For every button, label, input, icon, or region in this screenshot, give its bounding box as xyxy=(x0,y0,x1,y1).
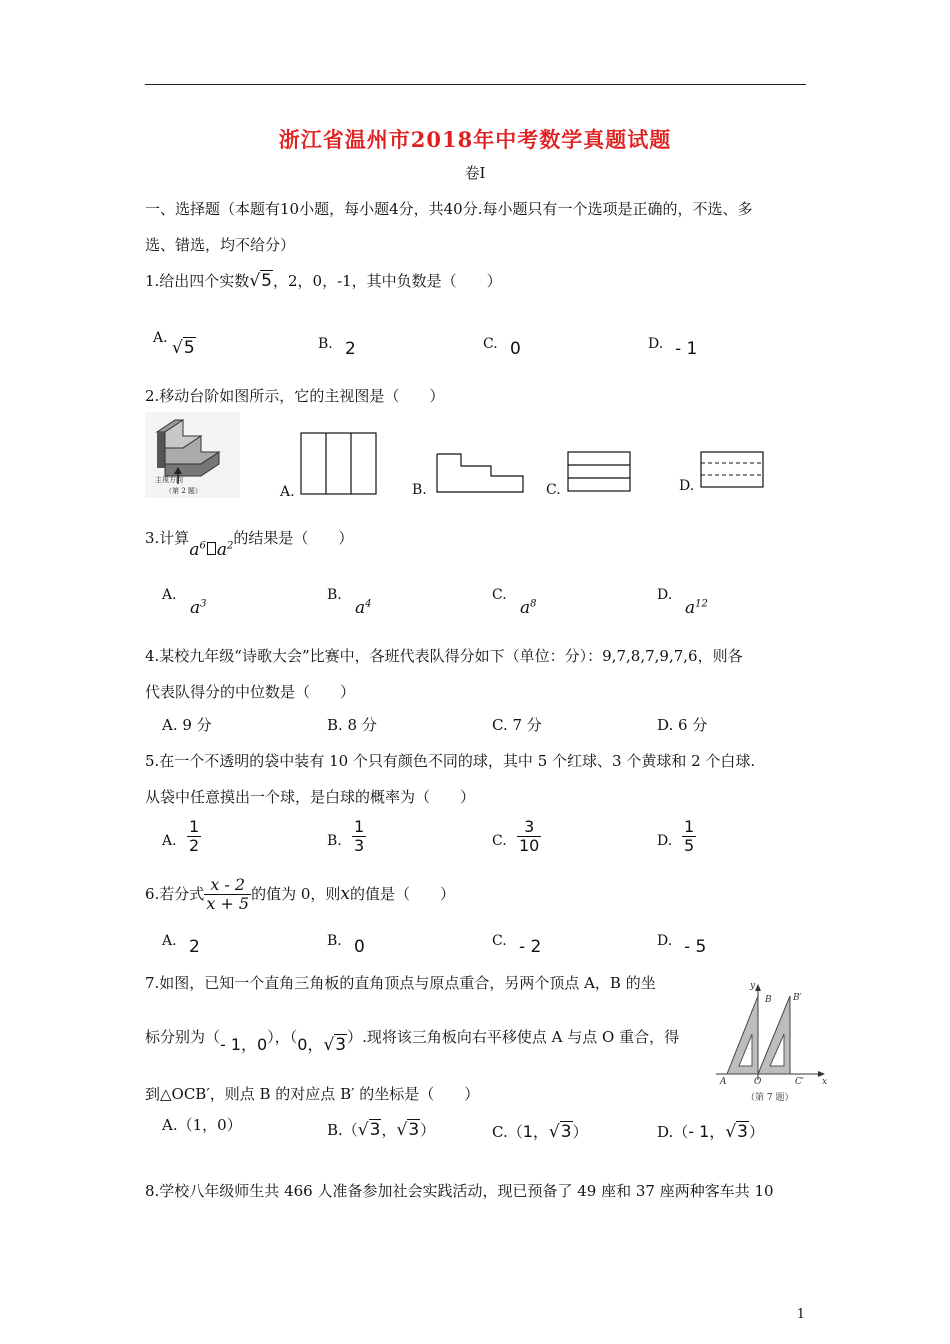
q5-option-a: $\frac{1}{2}$ xyxy=(189,817,200,856)
q7-label-x: x xyxy=(822,1077,828,1087)
q2-option-d-figure xyxy=(700,432,765,490)
q2-option-d-label: D. xyxy=(679,478,695,494)
q3-option-a-label: A. xyxy=(162,587,177,603)
question-5-line2: 从袋中任意摸出一个球，是白球的概率为（ ） xyxy=(145,788,476,806)
section-heading-line2: 选、错选，均不给分） xyxy=(145,236,296,254)
question-1 xyxy=(145,270,502,291)
q1-option-d-label: D. xyxy=(648,336,664,352)
q2-caption-number: （第 2 题） xyxy=(165,487,202,495)
q1-prefix: 1.给出四个实数 xyxy=(145,272,250,290)
q2-step-front-left xyxy=(157,432,165,468)
q2-option-c-label: C. xyxy=(546,482,561,498)
q6-option-a-label: A. xyxy=(162,933,177,949)
q7-label-a: A xyxy=(720,1077,727,1087)
q7-label-b-prime: B′ xyxy=(793,993,802,1003)
question-6 xyxy=(145,876,455,914)
q1-rest: ，2，0，-1，其中负数是（ ） xyxy=(272,272,502,290)
q3-option-b-label: B. xyxy=(327,587,342,603)
q2-option-c-figure xyxy=(567,451,632,493)
question-4-line2: 代表队得分的中位数是（ ） xyxy=(145,683,356,701)
page-number: 1 xyxy=(796,1307,805,1322)
q7-figure-triangles xyxy=(710,976,828,1108)
question-3: 3.计算$a^6$ $a^2$的结果是（ ） xyxy=(145,529,354,560)
question-5-line1: 5.在一个不透明的袋中装有 10 个只有颜色不同的球，其中 5 个红球、3 个黄球和 2 个白球. xyxy=(145,752,756,770)
q1-option-d: - 1 xyxy=(675,339,698,359)
q6-suffix: 的值是（ ） xyxy=(350,884,456,903)
question-7-line2: 标分别为（- 1，0），（0，√3）.现将该三角板向右平移使点 A 与点 O 重合，得 xyxy=(145,1028,680,1055)
q1-option-c-label: C. xyxy=(483,336,498,352)
q1-option-a-label: A. xyxy=(153,330,168,346)
q7-label-y: y xyxy=(750,981,756,991)
q6-numerator: x - 2 xyxy=(204,876,251,895)
q7-label-b: B xyxy=(765,995,772,1005)
q5-option-c: $\frac{3}{10}$ xyxy=(519,817,540,856)
question-7-line3: 到△OCB′，则点 B 的对应点 B′ 的坐标是（ ） xyxy=(145,1085,480,1103)
q1-option-c: 0 xyxy=(510,339,521,359)
question-4-line1: 4.某校九年级“诗歌大会”比赛中，各班代表队得分如下（单位：分）：9,7,8,7,9,7,6，则各 xyxy=(145,647,743,665)
q7-option-c: C.（1，√3） xyxy=(492,1122,588,1142)
q1-option-a: √5 xyxy=(172,338,195,358)
q6-option-d: - 5 xyxy=(684,937,707,957)
q5-option-a-label: A. xyxy=(162,833,177,849)
q3-option-d-label: D. xyxy=(657,587,673,603)
q3-option-c-label: C. xyxy=(492,587,507,603)
q4-option-d: D. 6 分 xyxy=(657,716,708,734)
q3-option-c: $a^8$ xyxy=(520,598,537,618)
q3-option-d: $a^{12}$ xyxy=(685,598,708,618)
q6-variable: x xyxy=(340,883,350,904)
q6-prefix: 6.若分式 xyxy=(145,884,205,903)
q4-option-c: C. 7 分 xyxy=(492,716,542,734)
q6-option-b: 0 xyxy=(354,937,365,957)
q7-label-o: O xyxy=(754,1077,762,1087)
question-8-line1: 8.学校八年级师生共 466 人准备参加社会实践活动，现已预备了 49 座和 37 座两种客车共 10 xyxy=(145,1182,774,1200)
header-rule xyxy=(145,84,806,85)
q5-option-d: $\frac{1}{5}$ xyxy=(684,817,695,856)
q5-option-b-label: B. xyxy=(327,833,342,849)
q1-option-b: 2 xyxy=(345,339,356,359)
q4-option-a: A. 9 分 xyxy=(162,716,212,734)
q6-mid: 的值为 0，则 xyxy=(251,884,341,903)
q3-missing-glyph xyxy=(207,542,216,555)
q5-option-c-label: C. xyxy=(492,833,507,849)
q2-caption-direction: 主视方向 xyxy=(155,476,183,484)
q3-option-a: $a^3$ xyxy=(190,598,207,618)
q3-prefix: 3.计算 xyxy=(145,529,190,547)
q6-option-c-label: C. xyxy=(492,933,507,949)
q7-caption: （第 7 题） xyxy=(746,1093,794,1103)
question-7-line1: 7.如图，已知一个直角三角板的直角顶点与原点重合，另两个顶点 A，B 的坐 xyxy=(145,974,656,992)
q2-figure-stairs xyxy=(145,412,240,498)
q1-option-b-label: B. xyxy=(318,336,333,352)
q4-option-b: B. 8 分 xyxy=(327,716,377,734)
q6-option-d-label: D. xyxy=(657,933,673,949)
q6-denominator: x + 5 xyxy=(206,894,250,914)
q7-label-c-prime: C′ xyxy=(795,1077,804,1087)
paper-volume: 卷I xyxy=(464,164,486,182)
q3-option-b: $a^4$ xyxy=(355,598,372,618)
q2-option-a-figure xyxy=(300,432,378,496)
q1-sqrt: √5 xyxy=(249,271,272,291)
section-heading-line1: 一、选择题（本题有10小题，每小题4分，共40分.每小题只有一个选项是正确的，不选、多 xyxy=(145,200,753,218)
question-2: 2.移动台阶如图所示，它的主视图是（ ） xyxy=(145,387,445,405)
q6-option-b-label: B. xyxy=(327,933,342,949)
q7-option-b: B.（√3，√3） xyxy=(327,1120,436,1140)
q2-option-b-label: B. xyxy=(412,482,427,498)
q5-option-d-label: D. xyxy=(657,833,673,849)
page-title: 浙江省温州市2018年中考数学真题试题 xyxy=(278,127,672,152)
q6-option-c: - 2 xyxy=(519,937,542,957)
q7-option-d: D.（- 1，√3） xyxy=(657,1122,764,1142)
q2-option-b-figure xyxy=(435,452,525,494)
q3-suffix: 的结果是（ ） xyxy=(233,529,354,547)
q6-option-a: 2 xyxy=(189,937,200,957)
q5-option-b: $\frac{1}{3}$ xyxy=(354,817,365,856)
q2-option-a-label: A. xyxy=(280,484,295,500)
q7-option-a: A.（1，0） xyxy=(162,1116,242,1134)
